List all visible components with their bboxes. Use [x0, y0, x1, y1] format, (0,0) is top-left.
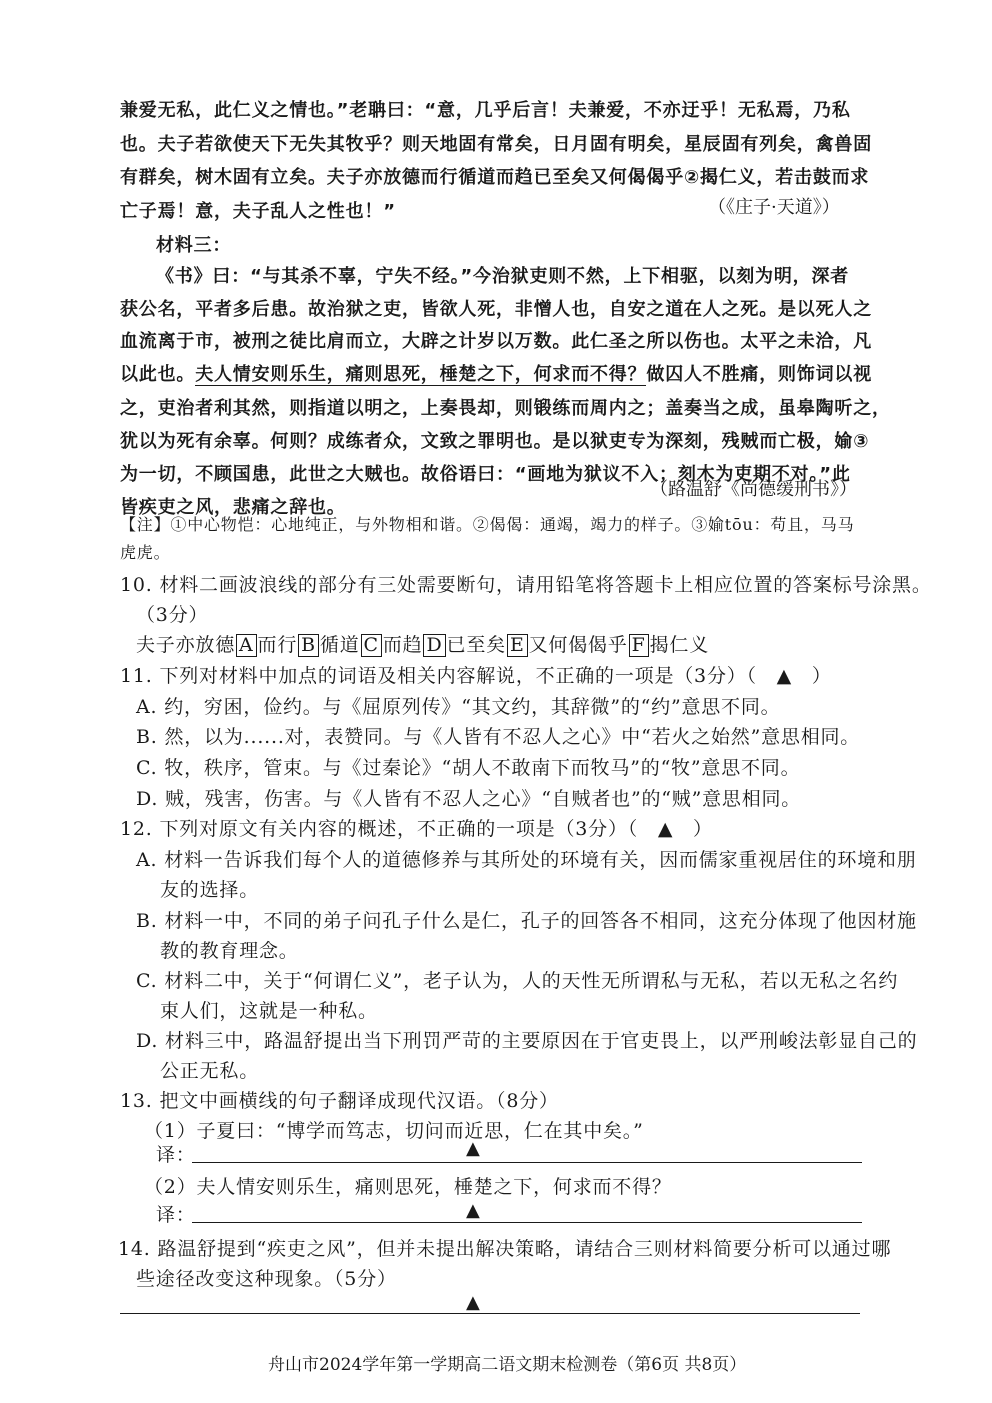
- text-line: 皆疾吏之风，悲痛之辞也。: [120, 497, 346, 518]
- question-stem: 13. 把文中画横线的句子翻译成现代汉语。（8分）: [120, 1090, 559, 1112]
- option-c[interactable]: C. 牧，秩序，管束。与《过秦论》“胡人不敢南下而牧马”的“牧”意思不同。: [136, 757, 801, 779]
- option-d-cont: 公正无私。: [160, 1060, 260, 1082]
- translation-label: 译：: [156, 1144, 196, 1166]
- answer-line[interactable]: [192, 1222, 862, 1223]
- footnote: 虎虎。: [120, 543, 171, 562]
- option-a-cont: 友的选择。: [160, 879, 260, 901]
- option-a[interactable]: A. 约，穷困，俭约。与《屈原列传》“其文约，其辞微”的“约”意思不同。: [136, 696, 781, 718]
- option-d[interactable]: D. 贼，残害，伤害。与《人皆有不忍人之心》“自贼者也”的“贼”意思相同。: [136, 788, 802, 810]
- page-footer: 舟山市2024学年第一学期高二语文期末检测卷（第6页 共8页）: [268, 1355, 747, 1375]
- text-line: 犹以为死有余辜。何则？成练者众，文致之罪明也。是以狱吏专为深刻，残贼而亡极，媮③: [120, 431, 870, 452]
- text-line: 有群矣，树木固有立矣。夫子亦放德而行循道而趋已至矣又何偈偈乎②揭仁义，若击鼓而求: [120, 167, 870, 188]
- answer-line[interactable]: [192, 1162, 862, 1163]
- text-line: 血流离于市，被刑之徒比肩而立，大辟之计岁以万数。此仁圣之所以伤也。太平之未洽，凡: [120, 331, 872, 352]
- sub-question-2: （2）夫人情安则乐生，痛则思死，棰楚之下，何求而不得？: [144, 1176, 672, 1198]
- question-stem: 14. 路温舒提到“疾吏之风”，但并未提出解决策略，请结合三则材料简要分析可以通过哪: [118, 1238, 892, 1260]
- text-line: 也。夫子若欲使天下无失其牧乎？则天地固有常矣，日月固有明矣，星辰固有列矣，禽兽固: [120, 134, 872, 155]
- segment-text: 已至矣: [446, 634, 506, 656]
- segment-text: 又何偈偈乎: [528, 634, 628, 656]
- source-citation: （《庄子·天道》）: [708, 197, 840, 218]
- text-line: 之，吏治者利其然，则指道以明之，上奏畏却，则锻练而周内之；盖奏当之成，虽皋陶听之，: [120, 398, 891, 419]
- question-stem: 12. 下列对原文有关内容的概述，不正确的一项是（3分）（ ▲ ）: [120, 818, 713, 840]
- segment-text: 而行: [257, 634, 298, 656]
- text-line: 兼爱无私，此仁义之情也。”老聃曰：“意，几乎后言！夫兼爱，不亦迂乎！无私焉，乃私: [120, 100, 851, 121]
- text-line: 获公名，平者多后患。故治狱之吏，皆欲人死，非憎人也，自安之道在人之死。是以死人之: [120, 299, 872, 320]
- break-mark-e[interactable]: E: [507, 634, 528, 657]
- question-stem: 10. 材料二画波浪线的部分有三处需要断句，请用铅笔将答题卡上相应位置的答案标号涂黑。: [120, 574, 932, 596]
- text-line: 亡子焉！意，夫子乱人之性也！”: [120, 201, 396, 222]
- break-mark-f[interactable]: F: [629, 634, 649, 657]
- segment-text: 而趋: [382, 634, 423, 656]
- text-line: 《书》曰：“与其杀不辜，宁失不经。”今治狱吏则不然，上下相驱，以刻为明，深者: [156, 266, 850, 287]
- translation-label: 译：: [156, 1204, 196, 1226]
- text-line: 为一切，不顾国患，此世之大贼也。故俗语曰：“画地为狱议不入；刻木为吏期不对。”此: [120, 464, 851, 485]
- break-mark-c[interactable]: C: [361, 634, 382, 657]
- option-b[interactable]: B. 材料一中，不同的弟子问孔子什么是仁，孔子的回答各不相同，这充分体现了他因材施: [136, 910, 917, 932]
- option-c[interactable]: C. 材料二中，关于“何谓仁义”，老子认为，人的天性无所谓私与无私，若以无私之名约: [136, 970, 899, 992]
- break-mark-b[interactable]: B: [298, 634, 319, 657]
- segment-text: 夫子亦放德: [136, 634, 236, 656]
- option-b[interactable]: B. 然，以为......对，表赞同。与《人皆有不忍人之心》中“若火之始然”意思相同。: [136, 726, 861, 748]
- answer-triangle-icon: ▲: [466, 1200, 480, 1221]
- option-c-cont: 束人们，这就是一种私。: [160, 1000, 378, 1022]
- segment-text: 循道: [319, 634, 360, 656]
- footnote: 【注】①中心物恺：心地纯正，与外物相和谐。②偈偈：通竭，竭力的样子。③媮tōu：苟且，马马: [120, 515, 855, 534]
- answer-triangle-icon: ▲: [466, 1138, 480, 1159]
- sentence-with-marks: [136, 630, 709, 657]
- sub-question-1: （1）子夏曰：“博学而笃志，切问而近思，仁在其中矣。”: [144, 1120, 644, 1142]
- break-mark-d[interactable]: D: [423, 634, 445, 657]
- text-fragment: 以此也。: [120, 364, 196, 385]
- break-mark-a[interactable]: A: [236, 634, 257, 657]
- option-a[interactable]: A. 材料一告诉我们每个人的道德修养与其所处的环境有关，因而儒家重视居住的环境和朋: [136, 849, 917, 871]
- text-fragment: 做囚人不胜痛，则饰词以视: [646, 364, 873, 385]
- answer-triangle-icon: ▲: [466, 1292, 480, 1313]
- section-heading: 材料三：: [156, 235, 232, 256]
- source-citation: （路温舒《尚德缓刑书》）: [650, 479, 857, 500]
- underlined-sentence: 夫人情安则乐生，痛则思死，棰楚之下，何求而不得？: [195, 364, 647, 385]
- question-stem: 11. 下列对材料中加点的词语及相关内容解说，不正确的一项是（3分）（ ▲ ）: [120, 665, 832, 687]
- segment-text: 揭仁义: [649, 634, 710, 656]
- question-stem-cont: 些途径改变这种现象。（5分）: [136, 1268, 397, 1290]
- option-b-cont: 教的教育理念。: [160, 940, 299, 962]
- text-line: [120, 360, 872, 386]
- option-d[interactable]: D. 材料三中，路温舒提出当下刑罚严苛的主要原因在于官吏畏上，以严刑峻法彰显自己的: [136, 1030, 918, 1052]
- question-score: （3分）: [136, 604, 209, 626]
- answer-line[interactable]: [120, 1313, 860, 1314]
